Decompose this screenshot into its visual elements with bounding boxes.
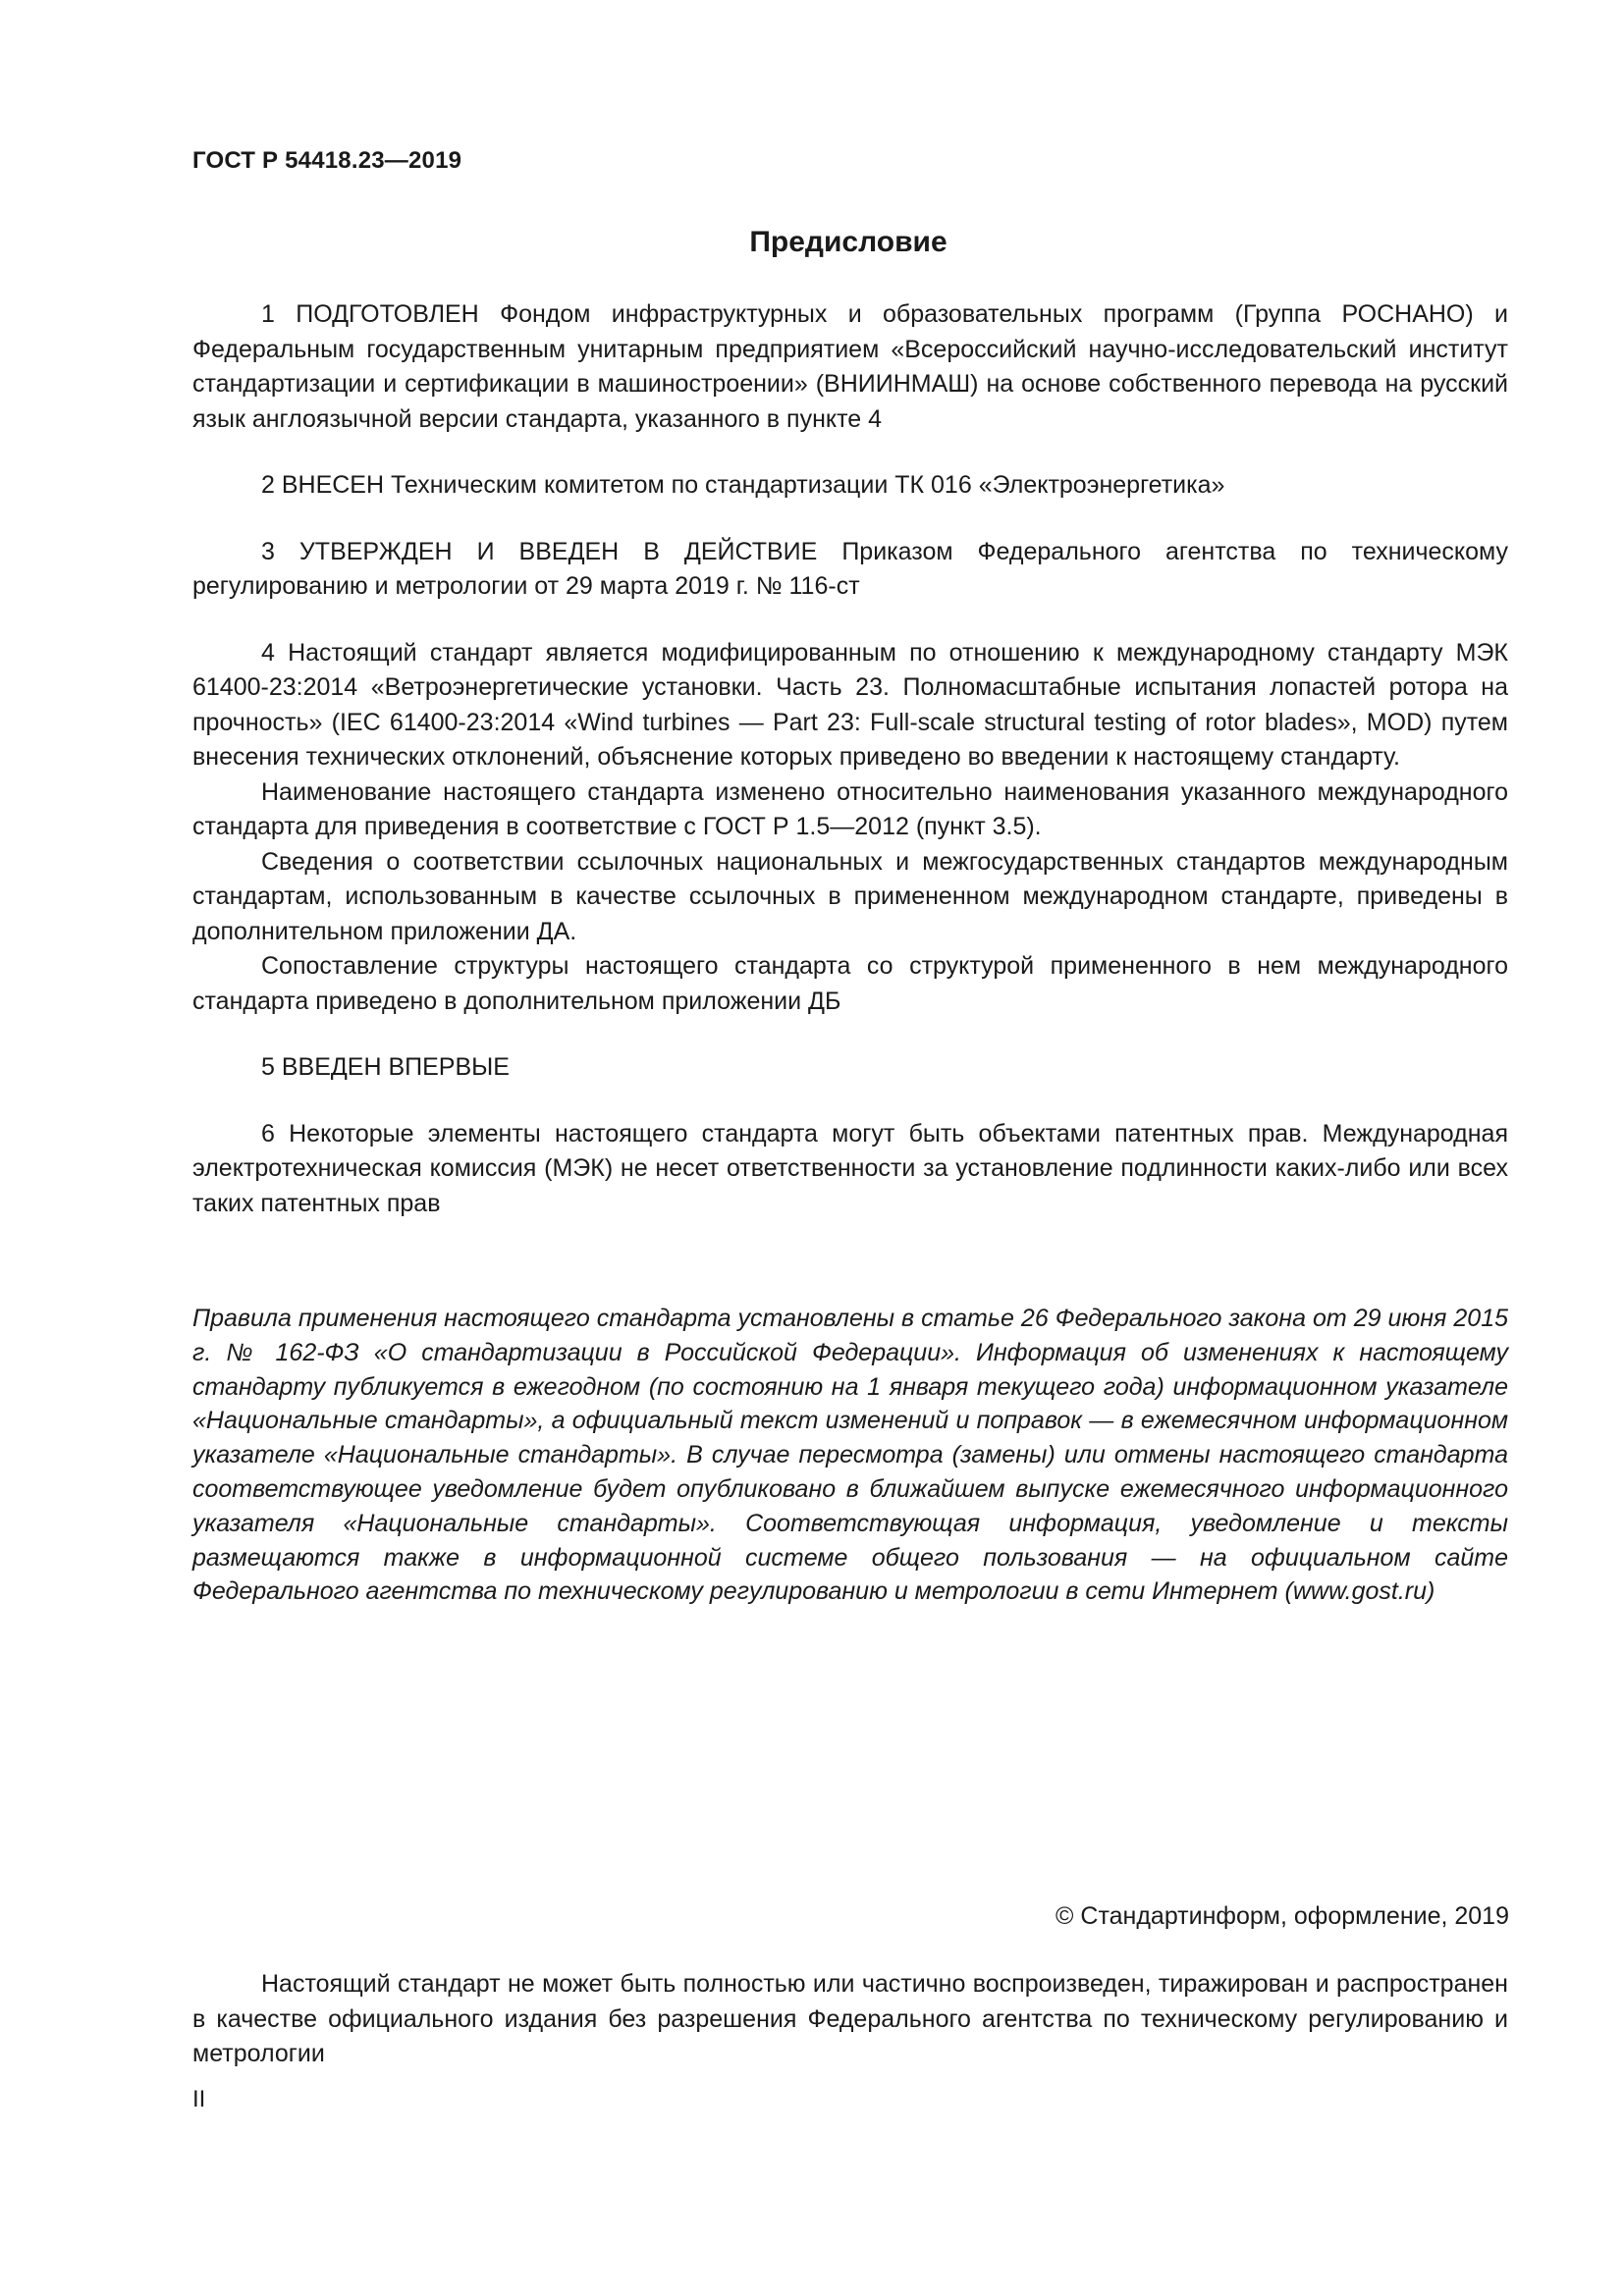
- foreword-body: [192, 297, 1508, 1221]
- paragraph-6: 6 Некоторые элементы настоящего стандарта могут быть объектами патентных прав. Международная электротехническая комиссия (МЭК) не несет ответственности за установление подлинности каких-либо или всех таких патентных прав: [192, 1119, 1508, 1217]
- copyright-line: © Стандартинформ, оформление, 2019: [1056, 1902, 1509, 1930]
- paragraph-4-structure: Сопоставление структуры настоящего стандарта со структурой примененного в нем международного стандарта приведено в дополнительном приложении ДБ: [192, 952, 1508, 1015]
- paragraph-4-references: Сведения о соответствии ссылочных национальных и межгосударственных стандартов международным стандартам, использованным в качестве ссылочных в примененном международном стандарте, приведены в дополнительном приложении ДА.: [192, 847, 1508, 945]
- paragraph-5: 5 ВВЕДЕН ВПЕРВЫЕ: [261, 1053, 510, 1081]
- paragraph-3: 3 УТВЕРЖДЕН И ВВЕДЕН В ДЕЙСТВИЕ Приказом Федерального агентства по техническому регулированию и метрологии от 29 марта 2019 г. № 116-ст: [192, 537, 1508, 600]
- reproduction-notice: Настоящий стандарт не может быть полностью или частично воспроизведен, тиражирован и распространен в качестве официального издания без разрешения Федерального агентства по техническому регулированию и метрологии: [192, 1970, 1508, 2067]
- page-title: Предисловие: [749, 226, 947, 258]
- paragraph-1: 1 ПОДГОТОВЛЕН Фондом инфраструктурных и образовательных программ (Группа РОСНАНО) и Федеральным государственным унитарным предприятием «Всероссийский научно-исследовательский институт стандартизации и сертификации в машиностроении» (ВНИИНМАШ) на основе собственного перевода на русский язык англоязычной версии стандарта, указанного в пункте 4: [192, 300, 1508, 433]
- page-number: II: [192, 2086, 206, 2112]
- paragraph-4-name-change: Наименование настоящего стандарта изменено относительно наименования указанного международного стандарта для приведения в соответствие с ГОСТ Р 1.5—2012 (пункт 3.5).: [192, 777, 1508, 840]
- paragraph-4: 4 Настоящий стандарт является модифицированным по отношению к международному стандарту МЭК 61400-23:2014 «Ветроэнергетические установки. Часть 23. Полномасштабные испытания лопастей ротора на прочность» (IEC 61400-23:2014 «Wind turbines — Part 23: Full-scale structural testing of rotor blades», MOD) путем внесения технических отклонений, объяснение которых приведено во введении к настоящему стандарту.: [192, 638, 1508, 771]
- document-header-id: ГОСТ Р 54418.23—2019: [192, 147, 462, 174]
- paragraph-2: 2 ВНЕСЕН Техническим комитетом по стандартизации ТК 016 «Электроэнергетика»: [261, 471, 1225, 499]
- application-rules-notice: Правила применения настоящего стандарта установлены в статье 26 Федерального закона от 29 июня 2015 г. № 162-ФЗ «О стандартизации в Российской Федерации». Информация об изменениях к настоящему стандарту публикуется в ежегодном (по состоянию на 1 января текущего года) информационном указателе «Национальные стандарты», а официальный текст изменений и поправок — в ежемесячном информационном указателе «Национальные стандарты». В случае пересмотра (замены) или отмены настоящего стандарта соответствующее уведомление будет опубликовано в ближайшем выпуске ежемесячного информационного указателя «Национальные стандарты». Соответствующая информация, уведомление и тексты размещаются также в информационной системе общего пользования — на официальном сайте Федерального агентства по техническому регулированию и метрологии в сети Интернет (www.gost.ru): [192, 1305, 1508, 1606]
